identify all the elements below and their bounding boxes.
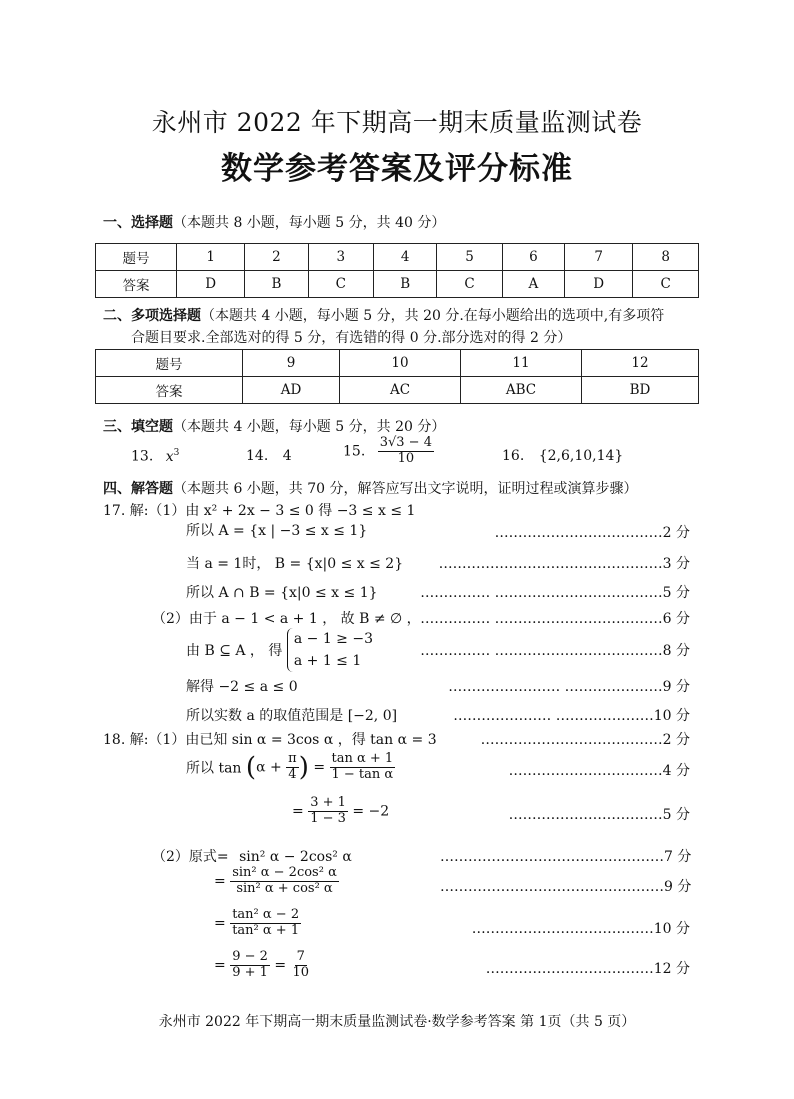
p18-line-5 <box>214 866 339 897</box>
p17-line-2: 所以 A = {x | −3 ≤ x ≤ 1} <box>186 523 368 539</box>
p18-score-5: …………………………………………9 分 <box>440 879 692 895</box>
inequality: a + 1 ≤ 1 <box>293 653 362 669</box>
table-cell: 12 <box>582 350 699 377</box>
p17-line-8: 所以实数 a 的取值范围是 [−2, 0] <box>186 708 398 724</box>
inequality-system <box>287 628 373 672</box>
answer-15 <box>343 436 434 467</box>
fraction-denominator: 9 + 1 <box>232 964 268 980</box>
score-label: 4 分 <box>662 763 690 779</box>
p17-score-3: …………………………………………3 分 <box>438 556 690 572</box>
fraction-denominator: 1 − 3 <box>310 810 346 826</box>
p18-score-1: …………………………………2 分 <box>480 732 690 748</box>
table-cell: 6 <box>502 244 564 271</box>
expression: sin² α − 2cos² α <box>239 849 352 865</box>
table-cell: 1 <box>177 244 245 271</box>
score-label: 3 分 <box>662 556 690 572</box>
p17-line-1: 17. 解:（1）由 x² + 2x − 3 ≤ 0 得 −3 ≤ x ≤ 1 <box>103 503 416 519</box>
p17-score-2: ………………………………2 分 <box>494 525 690 541</box>
section-2-title: 二、多项选择题 <box>103 308 201 324</box>
fraction-denominator: sin² α + cos² α <box>236 880 333 896</box>
table-cell: 2 <box>245 244 308 271</box>
row-label-question: 题号 <box>96 350 243 377</box>
choice-answer-table <box>95 243 699 298</box>
fraction <box>230 950 270 981</box>
table-cell: A <box>502 271 564 298</box>
fraction <box>330 752 396 783</box>
score-label: 9 分 <box>662 679 690 695</box>
text: α + <box>256 759 282 776</box>
equals-sign: = <box>292 803 304 820</box>
p17-line-4: 所以 A ∩ B = {x|0 ≤ x ≤ 1} <box>186 585 378 601</box>
equals-sign: = <box>214 873 226 890</box>
table-row <box>96 350 699 377</box>
score-label: 2 分 <box>662 525 690 541</box>
table-cell: AD <box>243 377 340 404</box>
score-label: 12 分 <box>653 961 690 977</box>
fraction-numerator: 3 + 1 <box>310 795 346 810</box>
page-footer: 永州市 2022 年下期高一期末质量监测试卷·数学参考答案 第 1页（共 5 页） <box>158 1014 636 1030</box>
question-number: 13. <box>131 448 154 465</box>
score-label: 8 分 <box>662 643 690 659</box>
table-cell: 10 <box>340 350 461 377</box>
answer-fraction <box>378 436 434 467</box>
answer-14 <box>246 448 292 464</box>
table-cell: B <box>374 271 437 298</box>
table-cell: B <box>245 271 308 298</box>
document-title: 永州市 2022 年下期高一期末质量监测试卷 <box>151 108 643 137</box>
p17-line-3: 当 a = 1时， B = {x|0 ≤ x ≤ 2} <box>186 556 404 572</box>
p18-score-4: …………………………………………7 分 <box>440 849 692 865</box>
text: = −2 <box>352 803 390 820</box>
table-cell: AC <box>340 377 461 404</box>
table-row <box>96 271 699 298</box>
section-2-note: （本题共 4 小题，每小题 5 分，共 20 分.在每小题给出的选项中,有多项符 <box>201 308 665 324</box>
p17-score-8: ………………… …………………10 分 <box>453 708 690 724</box>
section-3-title: 三、填空题 <box>103 419 173 435</box>
fraction-numerator: 3√3 − 4 <box>379 435 432 450</box>
answer-value: 4 <box>282 448 292 464</box>
fraction-numerator: π <box>288 751 297 766</box>
score-label: 9 分 <box>664 879 692 895</box>
equals-sign: = <box>274 957 287 974</box>
answer-value: x <box>165 448 174 465</box>
p17-score-5: …………… ………………………………6 分 <box>420 611 690 627</box>
section-4-heading <box>103 478 638 498</box>
table-row <box>96 244 699 271</box>
answer-16 <box>502 448 623 464</box>
fraction-numerator: sin² α − 2cos² α <box>232 865 337 880</box>
p18-score-7: ………………………………12 分 <box>485 961 690 977</box>
p17-score-7: …………………… …………………9 分 <box>448 679 690 695</box>
score-label: 5 分 <box>662 807 690 823</box>
fraction <box>230 866 339 897</box>
table-cell: 11 <box>461 350 582 377</box>
table-row <box>96 377 699 404</box>
answer-13 <box>131 448 179 465</box>
table-cell: D <box>564 271 632 298</box>
fraction-numerator: 7 <box>296 949 305 964</box>
section-1-note: （本题共 8 小题，每小题 5 分，共 40 分） <box>173 215 446 231</box>
table-cell: 4 <box>374 244 437 271</box>
fraction-denominator: 10 <box>397 450 415 466</box>
section-1-title: 一、选择题 <box>103 215 173 231</box>
p18-score-3: ……………………………5 分 <box>508 807 690 823</box>
answer-value: {2,6,10,14} <box>538 448 624 464</box>
table-cell: 3 <box>308 244 374 271</box>
table-cell: 8 <box>633 244 699 271</box>
table-cell: 9 <box>243 350 340 377</box>
section-2-note-cont: 合题目要求.全部选对的得 5 分，有选错的得 0 分.部分选对的得 2 分） <box>131 330 572 346</box>
section-4-note: （本题共 6 小题，共 70 分，解答应写出文字说明，证明过程或演算步骤） <box>173 481 638 497</box>
fraction-numerator: 9 − 2 <box>232 949 268 964</box>
p18-line-6 <box>214 908 301 939</box>
question-number: 16. <box>502 448 525 464</box>
fraction-denominator: 4 <box>288 766 297 782</box>
score-label: 6 分 <box>662 611 690 627</box>
text: 由 B ⊆ A ， 得 <box>186 643 283 659</box>
text: （2）原式= <box>152 849 229 865</box>
p18-line-2: 所以 tan (α + $\frac{\pi}{4}$ ) = $\frac{\text{tan α + 1}}{\text{1 − tan α}}$ <box>186 751 394 783</box>
question-number: 15. <box>343 443 366 460</box>
p17-line-6 <box>186 628 373 672</box>
score-label: 5 分 <box>662 585 690 601</box>
fraction-numerator: tan α + 1 <box>331 751 394 766</box>
fraction-denominator: 10 <box>292 964 310 980</box>
inequality: a − 1 ≥ −3 <box>293 631 373 647</box>
fraction-denominator: 1 − tan α <box>331 766 394 782</box>
p18-line-3 <box>292 796 389 827</box>
row-label-answer: 答案 <box>96 377 243 404</box>
fraction-denominator: tan² α + 1 <box>232 922 300 938</box>
section-4-title: 四、解答题 <box>103 481 173 497</box>
p18-line-1: 18. 解:（1）由已知 sin α = 3cos α ，得 tan α = 3 <box>103 732 437 748</box>
text: 所以 tan <box>186 760 242 777</box>
table-cell: BD <box>582 377 699 404</box>
row-label-question: 题号 <box>96 244 177 271</box>
table-cell: 7 <box>564 244 632 271</box>
p18-line-7 <box>214 950 311 981</box>
p18-score-2: ……………………………4 分 <box>508 763 690 779</box>
equals-sign: = <box>214 957 226 974</box>
p17-line-5: （2）由于 a − 1 < a + 1 ， 故 B ≠ ∅ ， <box>152 611 421 627</box>
section-2-heading <box>103 305 664 325</box>
equals-sign: = <box>214 915 226 932</box>
section-1-heading <box>103 212 445 232</box>
table-cell: ABC <box>461 377 582 404</box>
section-3-note: （本题共 4 小题，每小题 5 分，共 20 分） <box>173 419 446 435</box>
score-label: 10 分 <box>653 921 690 937</box>
table-cell: D <box>177 271 245 298</box>
table-cell: C <box>437 271 503 298</box>
pi-over-four <box>286 752 299 783</box>
p18-score-6: …………………………………10 分 <box>471 921 690 937</box>
score-label: 2 分 <box>662 732 690 748</box>
question-number: 14. <box>246 448 269 464</box>
answer-exponent: 3 <box>173 448 180 458</box>
table-cell: 5 <box>437 244 503 271</box>
fraction <box>308 796 348 827</box>
row-label-answer: 答案 <box>96 271 177 298</box>
p18-line-4 <box>152 846 352 866</box>
multi-choice-answer-table <box>95 349 699 404</box>
table-cell: C <box>308 271 374 298</box>
fraction <box>291 950 312 981</box>
score-label: 7 分 <box>664 849 692 865</box>
p17-score-6: …………… ………………………………8 分 <box>420 643 690 659</box>
equals-sign: = <box>313 759 326 776</box>
document-subtitle: 数学参考答案及评分标准 <box>221 151 573 187</box>
table-cell: C <box>633 271 699 298</box>
p17-score-4: …………… ………………………………5 分 <box>420 585 690 601</box>
fraction-numerator: tan² α − 2 <box>232 907 300 922</box>
fraction <box>230 908 301 939</box>
section-3-heading <box>103 416 445 436</box>
p17-line-7: 解得 −2 ≤ a ≤ 0 <box>186 679 298 695</box>
score-label: 10 分 <box>653 708 690 724</box>
